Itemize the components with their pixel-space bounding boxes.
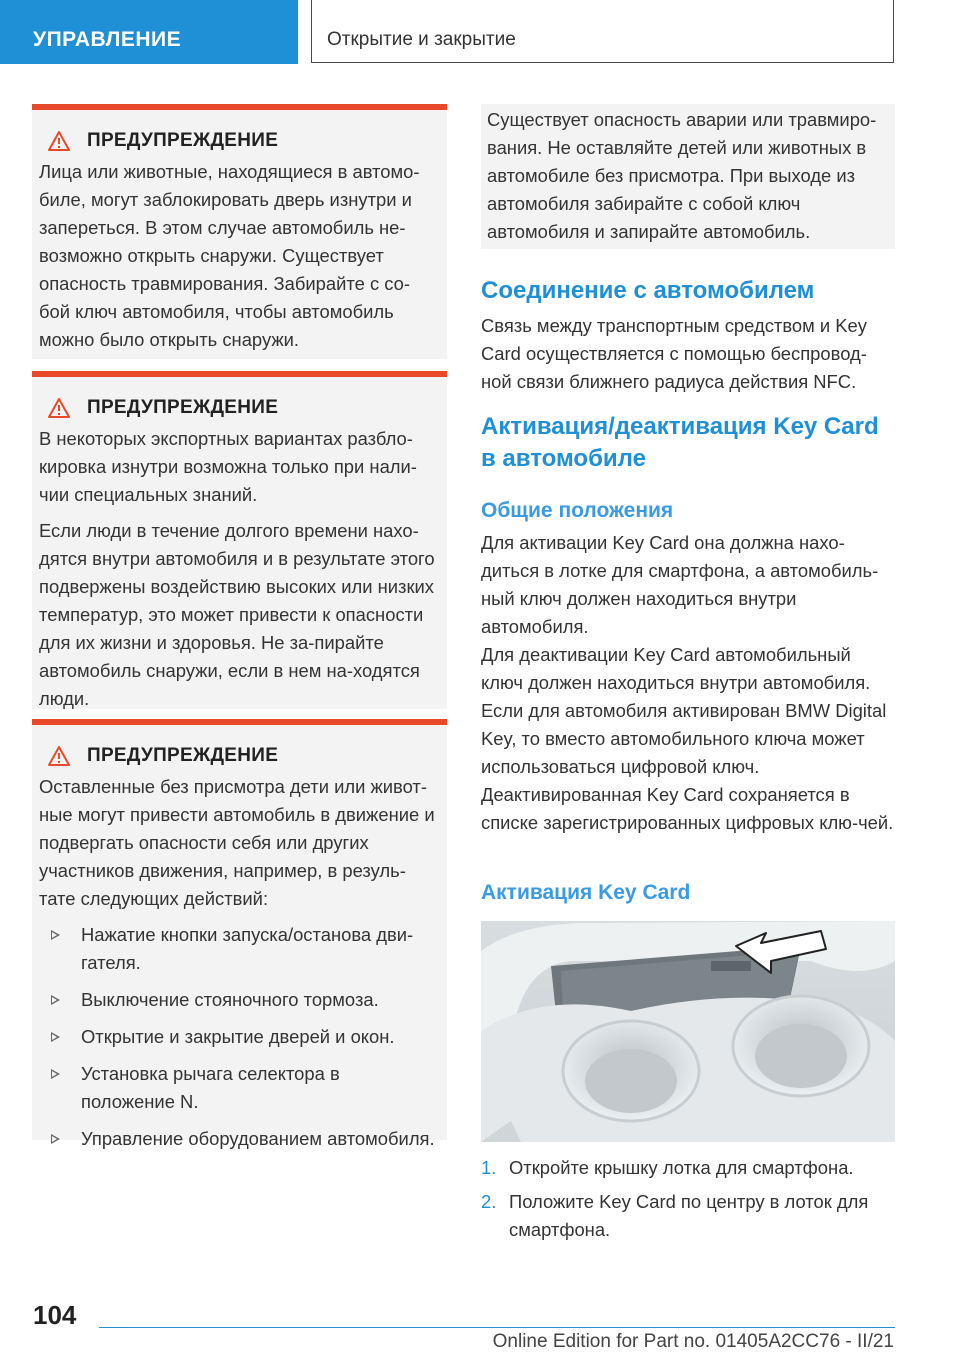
warning-triangle-icon [48, 131, 70, 151]
page-number: 104 [33, 1300, 77, 1330]
chapter-header [311, 0, 894, 63]
step-number: 1. [481, 1157, 497, 1178]
warning-triangle-icon [48, 398, 70, 418]
warning-text: Если люди в течение долгого времени нахо-дятся внутри автомобиля и в результате этого подвержены воздействию высоких или низких температур, это может привести к опасности для их жизни и здоровья. Не за-пирайте автомобиль снаружи, если в нем на-ходятся люди. [39, 520, 435, 709]
bullet-triangle-icon [51, 930, 60, 940]
warning-text: Лица или животные, находящиеся в автомо-биле, могут заблокировать дверь изнутри и запереться. В этом случае автомобиль не-возможно открыть снаружи. Существует опасность травмирования. Забирайте с со-бой ключ автомобиля, чтобы автомобиль можно было открыть снаружи. [39, 161, 420, 350]
warning-text: В некоторых экспортных вариантах разбло-кировка изнутри возможна только при нали-чии специальных знаний. [39, 428, 417, 505]
paragraph: Для активации Key Card она должна нахо-диться в лотке для смартфона, а автомобиль-ный ключ должен находиться внутри автомобиля. [481, 532, 879, 637]
list-item: 2. Положите Key Card по центру в лоток для смартфона. [481, 1188, 895, 1244]
smartphone-tray-illustration [481, 921, 895, 1142]
warning-box-1 [32, 104, 447, 359]
warning-header [39, 745, 437, 767]
bullet-list [39, 921, 437, 1153]
list-item: 1. Откройте крышку лотка для смартфона. [481, 1154, 895, 1182]
general-subheading: Общие положения [481, 499, 674, 522]
warning-header [39, 130, 437, 152]
step-number: 2. [481, 1191, 497, 1212]
connection-heading: Соединение с автомобилем [481, 277, 815, 304]
warning-text: Оставленные без присмотра дети или живот-ные могут привести автомобиль в движение и подвергать опасности себя или других участников движения, например, в резуль-тате следующих действий: [39, 776, 435, 909]
activation-key-heading: Активация Key Card [481, 881, 691, 904]
footer-divider [99, 1327, 895, 1328]
bullet-triangle-icon [51, 1069, 60, 1079]
paragraph: Деактивированная Key Card сохраняется в списке зарегистрированных цифровых клю-чей. [481, 784, 894, 833]
section-tab [0, 0, 298, 64]
warning-text: Существует опасность аварии или травмиро-вания. Не оставляйте детей или животных в автомобиле без присмотра. При выходе из автомобиля забирайте с собой ключ автомобиля и запирайте автомобиль. [487, 109, 877, 242]
connection-text: Связь между транспортным средством и Key Card осуществляется с помощью беспровод-ной связи ближнего радиуса действия NFC. [481, 315, 867, 392]
list-item: Нажатие кнопки запуска/останова дви-гателя. [39, 921, 437, 977]
list-item: Выключение стояночного тормоза. [39, 986, 437, 1014]
paragraph: Если для автомобиля активирован BMW Digital Key, то вместо автомобильного ключа может использоваться цифровой ключ. [481, 700, 887, 777]
warning-title: ПРЕДУПРЕЖДЕНИЕ [87, 397, 279, 418]
steps-list [481, 1154, 895, 1250]
warning-box-2 [32, 371, 447, 709]
list-item: Открытие и закрытие дверей и окон. [39, 1023, 437, 1051]
warning-header [39, 397, 437, 419]
footer-text: Online Edition for Part no. 01405A2CC76 - II/21 [492, 1331, 894, 1352]
section-title: УПРАВЛЕНИЕ [33, 28, 182, 51]
warning-box-3 [32, 719, 447, 1149]
bullet-triangle-icon [51, 1134, 60, 1144]
warning-title: ПРЕДУПРЕЖДЕНИЕ [87, 745, 279, 766]
warning-triangle-icon [48, 746, 70, 766]
bullet-triangle-icon [51, 1032, 60, 1042]
paragraph: Для деактивации Key Card автомобильный ключ должен находиться внутри автомобиля. [481, 644, 871, 693]
chapter-title: Открытие и закрытие [327, 29, 516, 50]
bullet-triangle-icon [51, 995, 60, 1005]
list-item: Управление оборудованием автомобиля. [39, 1125, 437, 1153]
warning-title: ПРЕДУПРЕЖДЕНИЕ [87, 130, 279, 151]
activation-heading: Активация/деактивация Key Card в автомобиле [481, 413, 879, 472]
warning-continuation-box [481, 104, 895, 249]
list-item: Установка рычага селектора в положение N. [39, 1060, 437, 1116]
